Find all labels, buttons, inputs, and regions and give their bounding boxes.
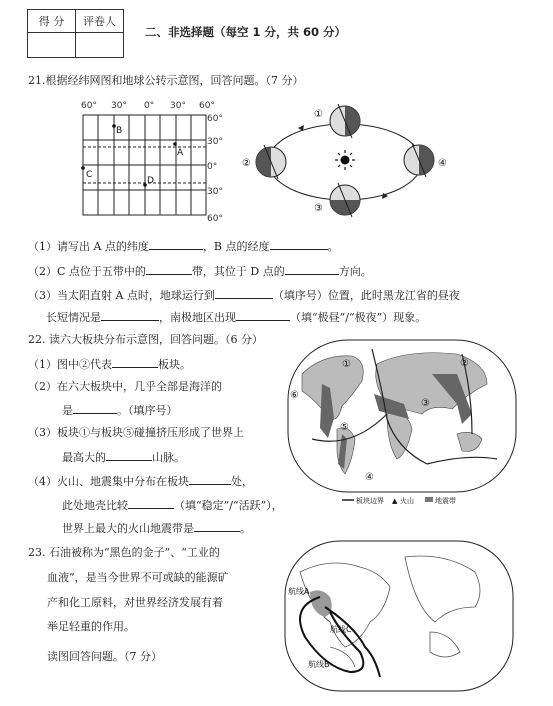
q23-line5: 读图回答问题。（7 分） bbox=[47, 650, 162, 663]
legend-boundary: 板块边界 bbox=[356, 497, 384, 505]
oil-route-map-figure bbox=[280, 537, 520, 697]
answer-blank[interactable] bbox=[189, 473, 231, 485]
orbit-label-4: ④ bbox=[438, 158, 447, 169]
answer-blank[interactable] bbox=[73, 402, 117, 414]
q22-sub4-cont2: 世界上最大的火山地震带是 。 bbox=[62, 522, 251, 535]
q22-sub3: （3）板块①与板块⑤碰撞挤压形成了世界上 bbox=[28, 426, 244, 439]
grid-top-label: 60° bbox=[81, 101, 97, 111]
plate-label-2: ② bbox=[460, 358, 469, 369]
answer-blank[interactable] bbox=[106, 449, 152, 461]
point-c-label: C bbox=[86, 170, 93, 180]
plate-map-figure bbox=[282, 334, 522, 509]
earth-icon-4 bbox=[404, 143, 434, 177]
point-d-label: D bbox=[147, 176, 154, 186]
q23-line3: 产和化工原料，对世界经济发展有着 bbox=[47, 596, 223, 609]
answer-blank[interactable] bbox=[285, 263, 339, 275]
route-c-label: 航线C bbox=[330, 625, 352, 634]
q22-sub4-cont: 此处地壳比较 （填“稳定”/“活跃”）， bbox=[62, 499, 283, 512]
q23-line4: 举足轻重的作用。 bbox=[47, 620, 135, 633]
answer-blank[interactable] bbox=[101, 309, 159, 321]
orbit-label-1: ① bbox=[314, 109, 323, 120]
route-a-label: 航线A bbox=[288, 587, 310, 596]
section-title: 二、非选择题（每空 1 分，共 60 分） bbox=[145, 25, 347, 39]
earth-icon-2 bbox=[256, 145, 286, 179]
answer-blank[interactable] bbox=[112, 356, 158, 368]
legend-volcano: 火山 bbox=[400, 497, 414, 505]
answer-blank[interactable] bbox=[270, 238, 328, 250]
orbit-label-3: ③ bbox=[314, 203, 323, 214]
q23-line1: 23. 石油被称为“黑色的金子”、“工业的 bbox=[28, 546, 220, 559]
answer-blank[interactable] bbox=[146, 263, 192, 275]
q21-sub2: （2）C 点位于五带中的 带，其位于 D 点的 方向。 bbox=[28, 265, 372, 278]
plate-label-4: ④ bbox=[365, 472, 374, 483]
q22-sub1: （1）图中②代表 板块。 bbox=[28, 358, 191, 371]
grid-right-label: 30° bbox=[207, 137, 223, 147]
point-a-label: A bbox=[177, 148, 184, 158]
grid-right-label: 60° bbox=[207, 114, 223, 124]
q22-sub2-cont: 是 。（填序号） bbox=[62, 404, 178, 417]
q21-sub3: （3）当太阳直射 A 点时，地球运行到 （填序号）位置，此时黑龙江省的昼夜 bbox=[28, 289, 460, 302]
grid-right-label: 60° bbox=[207, 214, 223, 224]
q21-sub3-cont: 长短情况是 ，南极地区出现 （填“极昼”/“极夜”）现象。 bbox=[46, 311, 427, 324]
q22-sub4: （4）火山、地震集中分布在板块 处， bbox=[28, 475, 253, 488]
sun-icon bbox=[335, 150, 355, 170]
answer-blank[interactable] bbox=[149, 238, 203, 250]
score-header: 得 分 bbox=[28, 10, 76, 33]
plate-label-6: ⑥ bbox=[290, 390, 299, 401]
q21-sub1: （1）请写出 A 点的纬度 ，B 点的经度 。 bbox=[28, 240, 339, 253]
answer-blank[interactable] bbox=[194, 520, 240, 532]
orbit-label-2: ② bbox=[242, 158, 251, 169]
latlong-grid-figure bbox=[78, 97, 228, 227]
svg-text:▲: ▲ bbox=[392, 497, 398, 505]
q22-sub3-cont: 最高大的 山脉。 bbox=[62, 451, 185, 464]
earth-icon-1 bbox=[330, 104, 360, 138]
grader-cell[interactable] bbox=[76, 33, 124, 58]
plate-label-5: ⑤ bbox=[340, 422, 349, 433]
answer-blank[interactable] bbox=[215, 287, 273, 299]
earth-orbit-figure bbox=[238, 100, 453, 220]
q22-stem: 22. 读六大板块分布示意图，回答问题。（6 分） bbox=[28, 333, 263, 346]
grid-top-label: 60° bbox=[199, 101, 215, 111]
plate-label-3: ③ bbox=[421, 398, 430, 409]
grid-top-label: 30° bbox=[111, 101, 127, 111]
point-b-label: B bbox=[116, 126, 123, 136]
earth-icon-3 bbox=[330, 183, 360, 217]
q21-stem: 21.根据经纬网图和地球公转示意图，回答问题。（7 分） bbox=[28, 74, 304, 87]
legend-quake-belt: 地震带 bbox=[435, 497, 456, 505]
route-b-label: 航线B bbox=[308, 660, 330, 669]
answer-blank[interactable] bbox=[236, 309, 290, 321]
score-table bbox=[27, 9, 124, 58]
q22-sub2: （2）在六大板块中，几乎全部是海洋的 bbox=[28, 380, 222, 393]
score-cell[interactable] bbox=[28, 33, 76, 58]
grid-right-label: 30° bbox=[207, 187, 223, 197]
grid-right-label: 0° bbox=[207, 162, 218, 172]
grid-top-label: 0° bbox=[144, 101, 155, 111]
grader-header: 评卷人 bbox=[76, 10, 124, 33]
grid-top-label: 30° bbox=[170, 101, 186, 111]
q23-line2: 血液”，是当今世界不可或缺的能源矿 bbox=[47, 571, 229, 584]
answer-blank[interactable] bbox=[128, 497, 174, 509]
plate-label-1: ① bbox=[342, 359, 351, 370]
